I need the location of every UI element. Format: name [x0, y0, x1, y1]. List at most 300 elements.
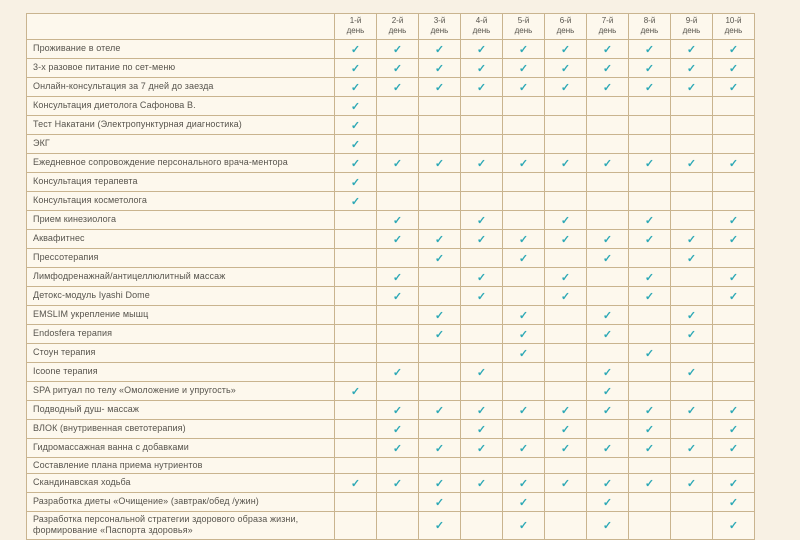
table-row: [27, 134, 755, 153]
day-cell-checked: [671, 58, 713, 77]
day-cell-empty: [545, 96, 587, 115]
day-cell-empty: [461, 96, 503, 115]
day-cell-empty: [629, 362, 671, 381]
day-cell-checked: [587, 39, 629, 58]
day-cell-empty: [713, 134, 755, 153]
day-cell-checked: [377, 362, 419, 381]
table-row: [27, 58, 755, 77]
day-cell-empty: [419, 419, 461, 438]
check-icon: ✓: [350, 81, 361, 94]
day-cell-checked: [629, 39, 671, 58]
table-row: [27, 362, 755, 381]
day-cell-empty: [629, 96, 671, 115]
day-cell-empty: [461, 457, 503, 473]
day-cell-checked: [629, 153, 671, 172]
day-cell-checked: [545, 210, 587, 229]
day-cell-checked: [503, 493, 545, 512]
check-icon: ✓: [560, 442, 571, 455]
day-cell-checked: [377, 39, 419, 58]
service-label: Скандинавская ходьба: [27, 474, 335, 493]
day-cell-empty: [503, 172, 545, 191]
day-header-number: 8-й: [643, 16, 656, 25]
day-cell-empty: [629, 324, 671, 343]
day-cell-checked: [713, 210, 755, 229]
check-icon: ✓: [434, 404, 445, 417]
day-cell-empty: [671, 343, 713, 362]
check-icon: ✓: [518, 43, 529, 56]
day-cell-empty: [545, 324, 587, 343]
day-cell-checked: [671, 77, 713, 96]
day-cell-checked: [377, 438, 419, 457]
day-cell-checked: [377, 210, 419, 229]
check-icon: ✓: [644, 347, 655, 360]
day-header-number: 4-й: [475, 16, 488, 25]
check-icon: ✓: [476, 43, 487, 56]
day-cell-checked: [545, 39, 587, 58]
day-cell-empty: [377, 96, 419, 115]
day-cell-empty: [671, 134, 713, 153]
day-cell-checked: [377, 58, 419, 77]
day-cell-empty: [545, 493, 587, 512]
day-header-number: 9-й: [685, 16, 698, 25]
check-icon: ✓: [476, 233, 487, 246]
day-cell-empty: [545, 512, 587, 540]
table-row: [27, 229, 755, 248]
day-cell-empty: [461, 172, 503, 191]
table-row: [27, 77, 755, 96]
day-header: [461, 14, 503, 40]
day-header: [629, 14, 671, 40]
check-icon: ✓: [350, 195, 361, 208]
day-cell-empty: [503, 210, 545, 229]
day-cell-empty: [545, 248, 587, 267]
day-cell-empty: [377, 134, 419, 153]
day-cell-empty: [503, 191, 545, 210]
day-cell-checked: [671, 248, 713, 267]
check-icon: ✓: [728, 520, 739, 533]
check-icon: ✓: [392, 404, 403, 417]
day-cell-empty: [377, 512, 419, 540]
day-cell-empty: [587, 286, 629, 305]
day-cell-empty: [335, 324, 377, 343]
day-cell-empty: [671, 512, 713, 540]
table-row: [27, 286, 755, 305]
check-icon: ✓: [644, 157, 655, 170]
day-cell-empty: [503, 115, 545, 134]
check-icon: ✓: [602, 309, 613, 322]
day-cell-empty: [629, 172, 671, 191]
day-cell-empty: [377, 457, 419, 473]
day-cell-empty: [713, 305, 755, 324]
table-row: [27, 267, 755, 286]
day-header: [503, 14, 545, 40]
day-cell-checked: [461, 153, 503, 172]
day-cell-checked: [713, 438, 755, 457]
day-cell-checked: [335, 39, 377, 58]
check-icon: ✓: [602, 328, 613, 341]
day-cell-empty: [713, 248, 755, 267]
check-icon: ✓: [350, 43, 361, 56]
day-cell-checked: [545, 153, 587, 172]
service-label: Подводный душ- массаж: [27, 400, 335, 419]
day-cell-checked: [503, 512, 545, 540]
day-cell-checked: [629, 400, 671, 419]
check-icon: ✓: [728, 442, 739, 455]
day-cell-empty: [587, 267, 629, 286]
check-icon: ✓: [434, 233, 445, 246]
check-icon: ✓: [476, 62, 487, 75]
schedule-table: [26, 13, 755, 540]
day-cell-checked: [461, 400, 503, 419]
day-cell-empty: [419, 96, 461, 115]
check-icon: ✓: [602, 157, 613, 170]
table-row: [27, 400, 755, 419]
service-label: ЭКГ: [27, 134, 335, 153]
day-cell-checked: [377, 229, 419, 248]
day-cell-empty: [461, 381, 503, 400]
day-header-word: день: [472, 26, 491, 36]
day-cell-empty: [377, 248, 419, 267]
check-icon: ✓: [518, 233, 529, 246]
service-label: SPA ритуал по телу «Омоложение и упругость»: [27, 381, 335, 400]
check-icon: ✓: [350, 385, 361, 398]
check-icon: ✓: [434, 309, 445, 322]
day-cell-empty: [503, 96, 545, 115]
day-cell-checked: [713, 512, 755, 540]
check-icon: ✓: [728, 478, 739, 491]
check-icon: ✓: [434, 442, 445, 455]
day-cell-checked: [629, 419, 671, 438]
day-cell-empty: [671, 96, 713, 115]
check-icon: ✓: [644, 290, 655, 303]
day-cell-empty: [671, 191, 713, 210]
day-cell-checked: [335, 191, 377, 210]
day-cell-empty: [671, 381, 713, 400]
check-icon: ✓: [476, 442, 487, 455]
check-icon: ✓: [686, 81, 697, 94]
day-cell-checked: [545, 267, 587, 286]
day-header-word: день: [430, 26, 449, 36]
table-row: [27, 381, 755, 400]
table-row: [27, 493, 755, 512]
day-cell-checked: [503, 324, 545, 343]
day-cell-checked: [713, 229, 755, 248]
check-icon: ✓: [518, 157, 529, 170]
day-cell-checked: [335, 134, 377, 153]
day-cell-checked: [461, 438, 503, 457]
day-cell-checked: [587, 512, 629, 540]
day-cell-checked: [587, 248, 629, 267]
day-cell-empty: [377, 172, 419, 191]
check-icon: ✓: [350, 176, 361, 189]
day-cell-checked: [335, 153, 377, 172]
check-icon: ✓: [518, 347, 529, 360]
day-header-number: 10-й: [725, 16, 742, 25]
day-cell-checked: [503, 305, 545, 324]
day-cell-empty: [713, 324, 755, 343]
corner-cell: [27, 14, 335, 40]
day-cell-empty: [377, 493, 419, 512]
table-row: [27, 96, 755, 115]
check-icon: ✓: [644, 423, 655, 436]
day-cell-empty: [335, 362, 377, 381]
day-cell-empty: [503, 286, 545, 305]
day-cell-empty: [545, 362, 587, 381]
day-cell-empty: [545, 343, 587, 362]
day-cell-checked: [419, 493, 461, 512]
check-icon: ✓: [560, 404, 571, 417]
check-icon: ✓: [728, 214, 739, 227]
day-cell-empty: [587, 96, 629, 115]
day-cell-checked: [671, 153, 713, 172]
day-cell-checked: [503, 474, 545, 493]
day-header-number: 3-й: [433, 16, 446, 25]
day-cell-empty: [629, 134, 671, 153]
day-cell-empty: [419, 343, 461, 362]
check-icon: ✓: [728, 404, 739, 417]
day-cell-empty: [461, 115, 503, 134]
day-cell-checked: [377, 267, 419, 286]
service-label: Лимфодренажнай/антицеллюлитный массаж: [27, 267, 335, 286]
check-icon: ✓: [434, 478, 445, 491]
day-cell-empty: [503, 419, 545, 438]
check-icon: ✓: [560, 423, 571, 436]
day-cell-checked: [419, 77, 461, 96]
day-cell-empty: [545, 134, 587, 153]
check-icon: ✓: [728, 271, 739, 284]
day-cell-empty: [587, 210, 629, 229]
day-cell-empty: [545, 305, 587, 324]
check-icon: ✓: [686, 62, 697, 75]
day-cell-empty: [419, 267, 461, 286]
day-cell-checked: [629, 267, 671, 286]
day-cell-empty: [629, 493, 671, 512]
check-icon: ✓: [602, 62, 613, 75]
day-cell-checked: [335, 474, 377, 493]
day-cell-checked: [377, 400, 419, 419]
check-icon: ✓: [602, 442, 613, 455]
day-cell-checked: [503, 343, 545, 362]
check-icon: ✓: [392, 43, 403, 56]
check-icon: ✓: [434, 43, 445, 56]
check-icon: ✓: [644, 81, 655, 94]
day-header: [671, 14, 713, 40]
day-cell-empty: [713, 191, 755, 210]
check-icon: ✓: [476, 423, 487, 436]
day-cell-checked: [461, 210, 503, 229]
day-header-number: 6-й: [559, 16, 572, 25]
check-icon: ✓: [644, 442, 655, 455]
day-cell-empty: [335, 438, 377, 457]
check-icon: ✓: [476, 478, 487, 491]
service-label: Аквафитнес: [27, 229, 335, 248]
check-icon: ✓: [644, 233, 655, 246]
day-cell-checked: [671, 438, 713, 457]
day-cell-empty: [419, 134, 461, 153]
check-icon: ✓: [728, 81, 739, 94]
check-icon: ✓: [434, 497, 445, 510]
table-row: [27, 172, 755, 191]
day-cell-empty: [335, 419, 377, 438]
check-icon: ✓: [560, 290, 571, 303]
day-cell-empty: [545, 381, 587, 400]
day-cell-checked: [419, 58, 461, 77]
check-icon: ✓: [602, 497, 613, 510]
day-cell-empty: [671, 115, 713, 134]
day-cell-checked: [545, 58, 587, 77]
check-icon: ✓: [518, 497, 529, 510]
day-cell-checked: [419, 512, 461, 540]
service-label: EMSLIM укрепление мышц: [27, 305, 335, 324]
day-cell-empty: [335, 343, 377, 362]
check-icon: ✓: [728, 423, 739, 436]
day-cell-checked: [587, 381, 629, 400]
check-icon: ✓: [602, 252, 613, 265]
day-cell-checked: [503, 58, 545, 77]
day-cell-empty: [419, 381, 461, 400]
check-icon: ✓: [518, 478, 529, 491]
day-header-word: день: [388, 26, 407, 36]
day-cell-empty: [713, 343, 755, 362]
day-cell-checked: [713, 286, 755, 305]
day-cell-checked: [713, 267, 755, 286]
day-cell-empty: [503, 267, 545, 286]
day-cell-empty: [419, 115, 461, 134]
day-header-number: 2-й: [391, 16, 404, 25]
day-cell-checked: [461, 39, 503, 58]
day-cell-empty: [461, 512, 503, 540]
day-cell-empty: [587, 115, 629, 134]
service-label: Детокс-модуль Iyashi Dome: [27, 286, 335, 305]
service-label: Консультация косметолога: [27, 191, 335, 210]
day-cell-empty: [587, 457, 629, 473]
day-cell-checked: [461, 267, 503, 286]
day-cell-checked: [377, 153, 419, 172]
day-cell-checked: [335, 115, 377, 134]
day-cell-empty: [713, 381, 755, 400]
day-cell-empty: [335, 286, 377, 305]
table-row: [27, 419, 755, 438]
service-label: Прием кинезиолога: [27, 210, 335, 229]
day-cell-empty: [419, 172, 461, 191]
check-icon: ✓: [686, 233, 697, 246]
day-header: [419, 14, 461, 40]
table-row: [27, 457, 755, 473]
day-cell-checked: [629, 438, 671, 457]
check-icon: ✓: [392, 290, 403, 303]
day-cell-empty: [629, 305, 671, 324]
day-cell-empty: [503, 457, 545, 473]
check-icon: ✓: [602, 43, 613, 56]
check-icon: ✓: [434, 520, 445, 533]
day-cell-checked: [587, 474, 629, 493]
check-icon: ✓: [476, 81, 487, 94]
day-cell-empty: [587, 191, 629, 210]
table-row: [27, 512, 755, 540]
day-cell-checked: [335, 172, 377, 191]
day-cell-checked: [587, 400, 629, 419]
day-cell-empty: [461, 493, 503, 512]
day-cell-empty: [377, 381, 419, 400]
check-icon: ✓: [518, 404, 529, 417]
day-cell-checked: [335, 381, 377, 400]
day-cell-empty: [461, 134, 503, 153]
day-cell-checked: [629, 58, 671, 77]
service-label: Тест Накатани (Электропунктурная диагностика): [27, 115, 335, 134]
check-icon: ✓: [728, 43, 739, 56]
day-cell-empty: [335, 512, 377, 540]
check-icon: ✓: [560, 478, 571, 491]
check-icon: ✓: [392, 62, 403, 75]
check-icon: ✓: [434, 252, 445, 265]
day-cell-checked: [587, 77, 629, 96]
day-cell-empty: [713, 362, 755, 381]
check-icon: ✓: [518, 520, 529, 533]
day-cell-empty: [629, 191, 671, 210]
day-cell-checked: [377, 474, 419, 493]
check-icon: ✓: [602, 81, 613, 94]
table-row: [27, 343, 755, 362]
check-icon: ✓: [686, 404, 697, 417]
check-icon: ✓: [560, 271, 571, 284]
table-row: [27, 39, 755, 58]
day-cell-checked: [377, 77, 419, 96]
day-cell-checked: [713, 77, 755, 96]
day-cell-empty: [461, 305, 503, 324]
day-cell-checked: [545, 286, 587, 305]
day-header-word: день: [598, 26, 617, 36]
day-header-word: день: [346, 26, 365, 36]
day-cell-empty: [335, 229, 377, 248]
day-cell-empty: [419, 191, 461, 210]
day-header-word: день: [640, 26, 659, 36]
day-cell-empty: [461, 191, 503, 210]
day-cell-checked: [461, 474, 503, 493]
day-cell-checked: [503, 400, 545, 419]
day-cell-empty: [671, 493, 713, 512]
day-cell-checked: [713, 474, 755, 493]
day-cell-empty: [419, 457, 461, 473]
service-label: Разработка персональной стратегии здорового образа жизни, формирование «Паспорта здоровья»: [27, 512, 335, 540]
day-cell-checked: [713, 493, 755, 512]
check-icon: ✓: [644, 404, 655, 417]
day-header-number: 7-й: [601, 16, 614, 25]
day-cell-checked: [629, 343, 671, 362]
day-cell-empty: [377, 191, 419, 210]
check-icon: ✓: [560, 62, 571, 75]
check-icon: ✓: [728, 290, 739, 303]
day-cell-checked: [503, 229, 545, 248]
day-cell-checked: [713, 153, 755, 172]
day-cell-checked: [713, 400, 755, 419]
day-cell-checked: [377, 286, 419, 305]
day-cell-empty: [713, 96, 755, 115]
check-icon: ✓: [644, 271, 655, 284]
day-header-number: 5-й: [517, 16, 530, 25]
service-label: Онлайн-консультация за 7 дней до заезда: [27, 77, 335, 96]
table-row: [27, 305, 755, 324]
day-cell-checked: [587, 362, 629, 381]
day-cell-empty: [335, 493, 377, 512]
day-cell-empty: [671, 210, 713, 229]
day-header: [545, 14, 587, 40]
service-label: Разработка диеты «Очищение» (завтрак/обед /ужин): [27, 493, 335, 512]
check-icon: ✓: [686, 252, 697, 265]
day-cell-checked: [419, 39, 461, 58]
day-cell-empty: [377, 343, 419, 362]
check-icon: ✓: [434, 62, 445, 75]
day-cell-checked: [461, 286, 503, 305]
